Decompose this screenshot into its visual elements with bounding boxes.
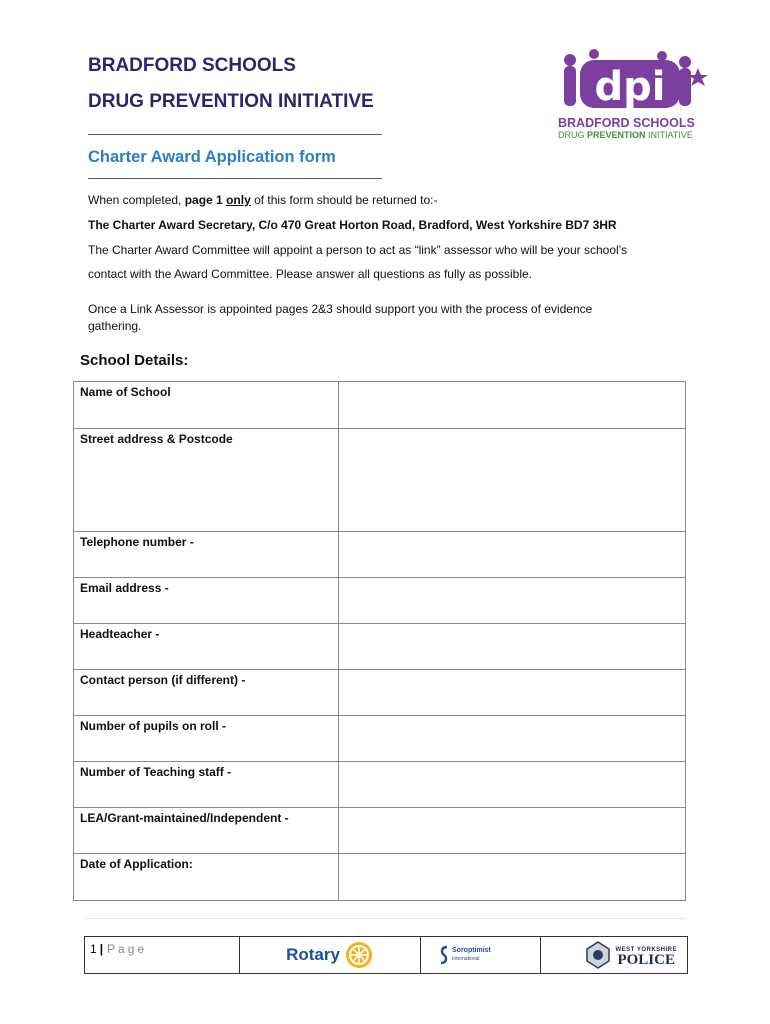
- name-of-school-field[interactable]: [339, 382, 686, 429]
- dpi-logo-line-1: BRADFORD SCHOOLS: [558, 116, 695, 130]
- table-row: [74, 382, 686, 429]
- link-assessor-text-2: contact with the Award Committee. Please answer all questions as fully as possible.: [88, 267, 532, 281]
- row-label: Number of Teaching staff -: [74, 762, 339, 808]
- page-separator: |: [99, 942, 104, 956]
- rotary-logo-text: Rotary: [286, 945, 340, 964]
- school-type-field[interactable]: [339, 808, 686, 854]
- dpi-logo-mark: dpi: [594, 64, 666, 110]
- row-label: Number of pupils on roll -: [74, 716, 339, 762]
- row-label: Email address -: [74, 578, 339, 624]
- evidence-text: Once a Link Assessor is appointed pages 2&3 should support you with the process of evidence gathering.: [88, 302, 593, 333]
- form-title: Charter Award Application form: [88, 148, 336, 166]
- row-label: Contact person (if different) -: [74, 670, 339, 716]
- header-divider: [88, 134, 382, 135]
- teaching-staff-field[interactable]: [339, 762, 686, 808]
- header-line-2: DRUG PREVENTION INITIATIVE: [88, 91, 374, 112]
- dpi-logo: [550, 48, 710, 142]
- school-details-table: [73, 381, 686, 901]
- police-badge-icon: [585, 940, 611, 970]
- title-divider: [88, 178, 382, 179]
- dpi-logo-line-2: DRUG PREVENTION INITIATIVE: [558, 130, 693, 140]
- table-row: [74, 808, 686, 854]
- headteacher-field[interactable]: [339, 624, 686, 670]
- page-number: 1: [90, 942, 97, 956]
- row-label: Street address & Postcode: [74, 429, 339, 532]
- date-of-application-field[interactable]: [339, 854, 686, 901]
- school-details-heading: School Details:: [80, 352, 189, 369]
- row-label: Name of School: [74, 382, 339, 429]
- telephone-field[interactable]: [339, 532, 686, 578]
- page-word: Page: [107, 942, 148, 956]
- west-yorkshire-police-logo: [541, 937, 687, 973]
- table-row: [74, 670, 686, 716]
- table-row: [74, 716, 686, 762]
- table-row: [74, 578, 686, 624]
- link-assessor-text-1: The Charter Award Committee will appoint a person to act as “link” assessor who will be your school’s: [88, 243, 628, 257]
- return-address: The Charter Award Secretary, C/o 470 Great Horton Road, Bradford, West Yorkshire BD7 3HR: [88, 218, 617, 232]
- row-label: Headteacher -: [74, 624, 339, 670]
- street-address-field[interactable]: [339, 429, 686, 532]
- row-label: Telephone number -: [74, 532, 339, 578]
- table-row: [74, 624, 686, 670]
- rotary-logo: [240, 937, 421, 973]
- row-label: LEA/Grant-maintained/Independent -: [74, 808, 339, 854]
- footer-bar: [84, 936, 688, 974]
- police-logo-top-text: WEST YORKSHIRE: [615, 947, 677, 953]
- contact-person-field[interactable]: [339, 670, 686, 716]
- table-row: [74, 854, 686, 901]
- police-logo-text: POLICE: [617, 952, 675, 968]
- pupils-on-roll-field[interactable]: [339, 716, 686, 762]
- footer-divider: [86, 918, 686, 919]
- table-row: [74, 762, 686, 808]
- rotary-wheel-icon: [344, 940, 374, 970]
- soroptimist-icon: [439, 945, 449, 965]
- soroptimist-text: Soroptimist: [452, 947, 491, 954]
- page-number-cell: [85, 937, 240, 973]
- email-field[interactable]: [339, 578, 686, 624]
- return-instructions: When completed, page 1 only of this form should be returned to:-: [88, 193, 438, 207]
- header-line-1: BRADFORD SCHOOLS: [88, 55, 296, 76]
- soroptimist-subtext: International: [452, 956, 480, 962]
- table-row: [74, 532, 686, 578]
- table-row: [74, 429, 686, 532]
- soroptimist-logo: [421, 937, 541, 973]
- row-label: Date of Application:: [74, 854, 339, 901]
